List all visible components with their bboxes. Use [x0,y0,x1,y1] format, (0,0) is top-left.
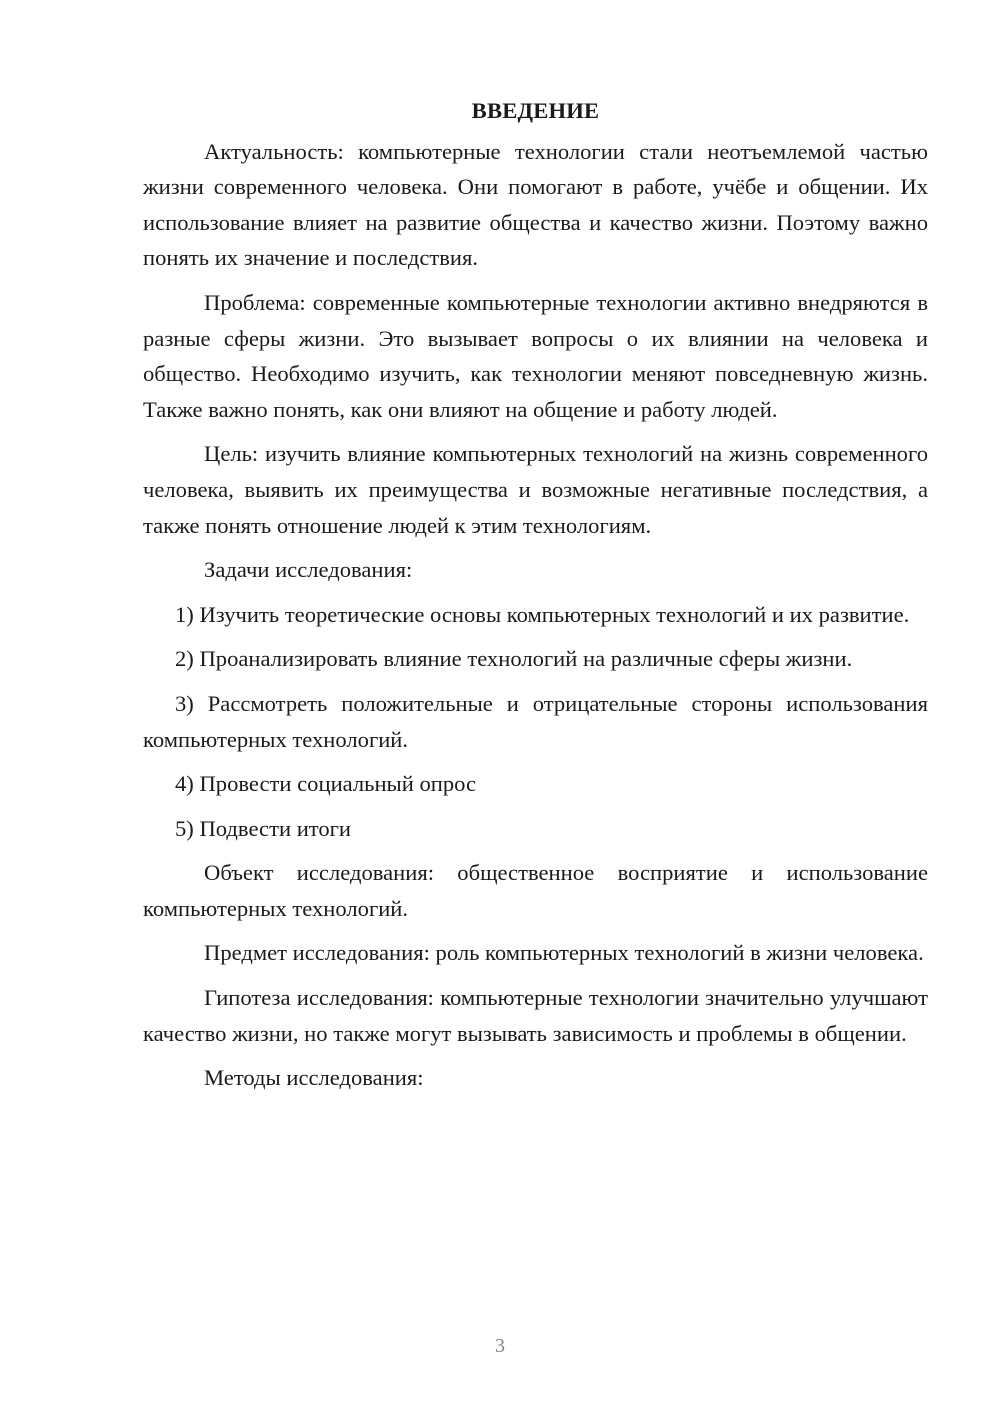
task-item: 1) Изучить теоретические основы компьютерных технологий и их развитие. [175,601,910,627]
task-item: 4) Провести социальный опрос [175,771,477,797]
methods-title: Методы исследования: [204,1065,424,1091]
section-heading: ВВЕДЕНИЕ [471,98,600,123]
relevance-paragraph: Актуальность: компьютерные технологии стали неотъемлемой частью жизни современного человека. Они помогают в работе, учёбе и общении. Их использование влияет на развитие общества и качество жизни. Поэтому важно понять их значение и последствия. [143,138,928,271]
tasks-title: Задачи исследования: [204,557,413,583]
problem-paragraph: Проблема: современные компьютерные технологии активно внедряются в разные сферы жизни. Это вызывает вопросы о их влиянии на человека и общество. Необходимо изучить, как технологии меняют повседневную жизнь. Также важно понять, как они влияют на общение и работу людей. [143,289,928,422]
goal-paragraph: Цель: изучить влияние компьютерных технологий на жизнь современного человека, выявить их преимущества и возможные негативные последствия, а также понять отношение людей к этим технологиям. [143,441,928,538]
hypothesis-paragraph: Гипотеза исследования: компьютерные технологии значительно улучшают качество жизни, но также могут вызывать зависимость и проблемы в общении. [143,985,928,1046]
subject-paragraph: Предмет исследования: роль компьютерных технологий в жизни человека. [204,940,924,966]
task-item: 2) Проанализировать влияние технологий на различные сферы жизни. [175,646,853,672]
object-paragraph: Объект исследования: общественное восприятие и использование компьютерных технологий. [143,860,928,921]
page-content [143,93,928,1105]
page-number: 3 [495,1335,505,1357]
task-item: 5) Подвести итоги [175,815,352,841]
task-item: 3) Рассмотреть положительные и отрицательные стороны использования компьютерных технологий. [143,690,928,752]
